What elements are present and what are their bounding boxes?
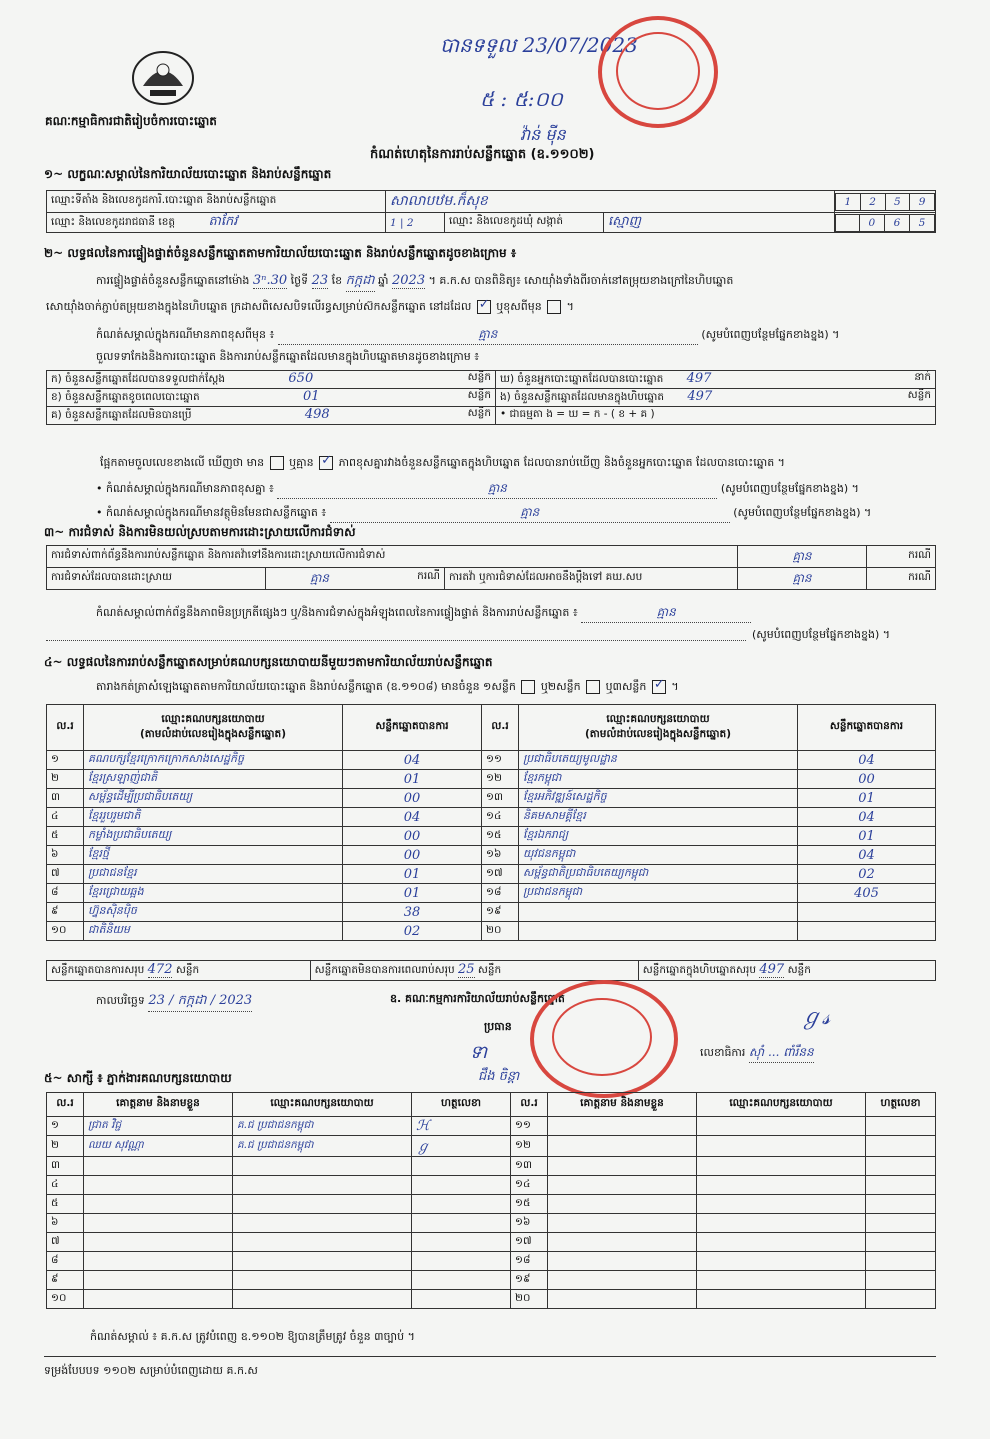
official-stamp-bottom xyxy=(530,980,678,1098)
party-votes: 01 xyxy=(798,789,936,808)
witness-name xyxy=(548,1233,697,1252)
party-number: ១៨ xyxy=(482,884,519,903)
witness-name xyxy=(548,1290,697,1309)
witness-signature: ℋ xyxy=(412,1117,511,1136)
location-code-digit: 1 xyxy=(836,193,861,210)
party-number: ២០ xyxy=(482,922,519,941)
witness-name xyxy=(84,1195,233,1214)
divider xyxy=(44,1356,936,1357)
party-number: ១៤ xyxy=(482,808,519,827)
witness-row xyxy=(47,1176,936,1195)
footnote: កំណត់សម្គាល់ ៖ គ.ក.ស ត្រូវបំពេញ ឧ.១១០២ ឱ្យបានត្រឹមត្រូវ ចំនួន ៣ច្បាប់ ។ xyxy=(90,1330,415,1343)
party-votes: 02 xyxy=(798,865,936,884)
results-row xyxy=(47,827,936,846)
results-row xyxy=(47,789,936,808)
one-sheet-checkbox[interactable] xyxy=(521,680,535,694)
witness-number: ១០ xyxy=(47,1290,84,1309)
witness-party: គ.ជ ប្រជាជនកម្ពុជា xyxy=(233,1117,412,1136)
section3-title: ៣~ ការជំទាស់ និងការមិនយល់ស្របតាមការដោះស្រាយលើការជំទាស់ xyxy=(44,525,356,539)
party-name: សម្ព័ន្ធជាតិប្រជាធិបតេយ្យកម្ពុជា xyxy=(519,865,798,884)
verification-month: កក្កដា xyxy=(346,272,375,292)
party-number: ៣ xyxy=(47,789,84,808)
witness-name xyxy=(84,1233,233,1252)
witness-number: ៣ xyxy=(47,1157,84,1176)
party-votes: 04 xyxy=(798,808,936,827)
witness-table: ល.រ គោត្តនាម និងនាមខ្លួន ឈ្មោះគណបក្សនយោបាយ ហត្ថលេខា ល.រ គោត្តនាម និងនាមខ្លួន ឈ្មោះគណបក្សនយោបាយ ហត្ថលេខា ១ ជ្រាត វិជ្ជ គ.ជ ប្រជាជនកម្ពុជា ℋ ១១ ២ ឈយ សុវណ្ណា គ.ជ ប្រជាជនកម្ពុជា ℊ ១២ ៣ ១៣ ៤ ១៤ ៥ ១៥ ៦ ១៦ ៧ ១៧ ៨ ១៨ ៩ ១៩ ១០ ២០ xyxy=(46,1092,936,1309)
form-title: កំណត់ហេតុនៃការរាប់សន្លឹកឆ្នោត (ឧ.១១០២) xyxy=(370,147,595,162)
witness-party xyxy=(233,1195,412,1214)
witness-party xyxy=(697,1290,866,1309)
note-difference: • កំណត់សម្គាល់ក្នុងករណីមានភាពខុសគ្នា ៖ គ្មាន (សូមបំពេញបន្ថែមផ្នែកខាងខ្នង) ។ xyxy=(96,480,859,499)
witness-number: ៦ xyxy=(47,1214,84,1233)
location-value: សាលាបឋម.ក៏សុខ xyxy=(386,191,835,213)
party-votes: 04 xyxy=(343,808,482,827)
results-row xyxy=(47,770,936,789)
nec-emblem-icon xyxy=(128,48,198,108)
witness-row xyxy=(47,1214,936,1233)
witness-party xyxy=(233,1233,412,1252)
party-votes: 00 xyxy=(343,827,482,846)
party-votes: 01 xyxy=(343,770,482,789)
objection-value: គ្មាន xyxy=(738,546,867,568)
secretary-line: លេខាធិការ ស៊ាំ ... ពាំរឹនន xyxy=(700,1044,814,1063)
witness-number: ១១ xyxy=(511,1117,548,1136)
witness-party xyxy=(697,1136,866,1157)
location-code-digit: 2 xyxy=(860,193,885,210)
committee-label: ឧ. គណៈកម្មការការិយាល័យរាប់សន្លឹកឆ្នោត xyxy=(390,992,565,1005)
witness-signature xyxy=(866,1214,936,1233)
party-number: ៧ xyxy=(47,865,84,884)
chair-signature: ទា xyxy=(470,1042,488,1063)
province-label: ឈ្មោះ និងលេខកូដរាជធានី ខេត្ត តាកែវ xyxy=(47,213,386,233)
witness-row xyxy=(47,1117,936,1136)
party-votes: 00 xyxy=(798,770,936,789)
verification-year: 2023 xyxy=(392,273,426,288)
irregularity-note-value: គ្មាន xyxy=(581,604,751,623)
party-name: កម្លាំងប្រជាធិបតេយ្យ xyxy=(84,827,343,846)
witness-name xyxy=(548,1136,697,1157)
witness-party xyxy=(233,1290,412,1309)
tally-sheet-count: តារាងកត់ត្រាសំឡេងឆ្នោតតាមការិយាល័យបោះឆ្នោត និងរាប់សន្លឹកឆ្នោត (ឧ.១១០៨) មានចំនួន ១សន្លឹក ឬ២សន្លឹក ឬ៣សន្លឹក ✓ ។ xyxy=(96,680,679,696)
verification-day: 23 xyxy=(311,273,329,288)
party-name: ខ្មែរឯករាជ្យ xyxy=(519,827,798,846)
party-votes: 04 xyxy=(798,846,936,865)
section4-title: ៤~ លទ្ធផលនៃការរាប់សន្លឹកឆ្នោតសម្រាប់គណបក្សនយោបាយនីមួយៗតាមការិយាល័យរាប់សន្លឹកឆ្នោត xyxy=(44,655,493,669)
witness-number: ៥ xyxy=(47,1195,84,1214)
witness-party xyxy=(233,1271,412,1290)
witness-party xyxy=(233,1214,412,1233)
party-name: យុវជនកម្ពុជា xyxy=(519,846,798,865)
party-name: ខ្មែរថ្មី xyxy=(84,846,343,865)
count-formula: ជាធម្មតា ង = ឃ = ក - ( ខ + គ ) xyxy=(509,408,655,420)
count-intro: ចួលទទាកែងនិងការបោះឆ្នោត និងការរាប់សន្លឹកឆ្នោតដែលមានក្នុងហិបឆ្នោតមានដូចខាងក្រោម ៖ xyxy=(96,350,480,363)
results-row xyxy=(47,903,936,922)
witness-name: ជ្រាត វិជ្ជ xyxy=(84,1117,233,1136)
witness-row xyxy=(47,1252,936,1271)
witness-number: ៤ xyxy=(47,1176,84,1195)
section1-table xyxy=(46,190,936,233)
witness-name xyxy=(84,1290,233,1309)
witness-party xyxy=(233,1157,412,1176)
province-code: 1 | 2 xyxy=(386,213,445,233)
note-foreign-object-value: គ្មាន xyxy=(330,504,730,523)
ballots-in-box: 497 xyxy=(687,389,713,404)
party-number: ១ xyxy=(47,751,84,770)
party-name: ហ្វ៊ុនស៊ិនប៉ិច xyxy=(84,903,343,922)
party-name: និគមសាមគ្គីខ្មែរ xyxy=(519,808,798,827)
witness-name xyxy=(548,1157,697,1176)
totals-row: សន្លឹកឆ្នោតបានការសរុប 472 សន្លឹក សន្លឹកឆ្នោតមិនបានការពេលរាប់សរុប 25 សន្លឹក សន្លឹកឆ្នោតក្នុងហិបឆ្នោតសរុប 497 សន្លឹក xyxy=(46,960,936,981)
party-votes: 38 xyxy=(343,903,482,922)
section3-table: ការជំទាស់ពាក់ព័ន្ធនឹងការរាប់សន្លឹកឆ្នោត និងការតវ៉ាទៅនឹងការដោះស្រាយលើការជំទាស់ គ្មាន ករណី ការជំទាស់ដែលបានដោះស្រាយ គ្មាន ករណី ការតវ៉ា ឬការជំទាស់ដែលអាចនឹងប្ដឹងទៅ គឃ.សប គ្មាន ករណី xyxy=(46,545,936,590)
party-name: ប្រជាជនកម្ពុជា xyxy=(519,884,798,903)
party-number: ៩ xyxy=(47,903,84,922)
witness-name xyxy=(548,1252,697,1271)
results-row xyxy=(47,884,936,903)
section2-title: ២~ លទ្ធផលនៃការផ្ទៀងផ្ទាត់ចំនួនសន្លឹកឆ្នោតតាមការិយាល័យបោះឆ្នោត និងរាប់សន្លឹកឆ្នោតដូចខាងក្រោម ៖ xyxy=(44,246,517,260)
party-name: ខ្មែរអភិវឌ្ឍន៍សេដ្ឋកិច្ច xyxy=(519,789,798,808)
appeal-label: ការតវ៉ា ឬការជំទាស់ដែលអាចនឹងប្ដឹងទៅ គឃ.សប xyxy=(445,568,738,590)
location-code-digit: 5 xyxy=(885,193,910,210)
commune-value: ស្មោញ xyxy=(604,213,835,233)
party-votes xyxy=(798,903,936,922)
witness-signature xyxy=(412,1157,511,1176)
chair-label: ប្រធាន xyxy=(484,1020,512,1033)
verification-time: 3ⁿ.30 xyxy=(252,273,288,288)
witness-signature xyxy=(866,1176,936,1195)
witness-party xyxy=(233,1252,412,1271)
ballots-received: 650 xyxy=(288,371,314,386)
results-row xyxy=(47,751,936,770)
witness-signature xyxy=(412,1290,511,1309)
witness-name xyxy=(548,1117,697,1136)
box-ballots-total: 497 xyxy=(759,962,785,977)
party-votes: 01 xyxy=(343,884,482,903)
voters-voted: 497 xyxy=(686,371,712,386)
party-name: ជាតិនិយម xyxy=(84,922,343,941)
witness-signature xyxy=(866,1290,936,1309)
chair-name: ជឹង ចិន្ដា xyxy=(478,1069,520,1084)
witness-name xyxy=(548,1176,697,1195)
witness-party xyxy=(697,1176,866,1195)
party-name: គណបក្សខ្មែរក្រោកក្រោកសាងសេដ្ឋកិច្ច xyxy=(84,751,343,770)
fill-note: (សូមបំពេញបន្ថែមផ្នែកខាងខ្នង) ។ xyxy=(752,628,891,641)
witness-signature xyxy=(866,1233,936,1252)
party-number: ៨ xyxy=(47,884,84,903)
ballots-spoiled: 01 xyxy=(303,389,320,404)
invalid-ballots-total: 25 xyxy=(457,962,475,977)
province-value: តាកែវ xyxy=(208,214,238,229)
witness-number: ២ xyxy=(47,1136,84,1157)
witness-number: ៩ xyxy=(47,1271,84,1290)
witness-name xyxy=(84,1157,233,1176)
commune-code-digit: 0 xyxy=(859,214,884,231)
witness-name xyxy=(84,1252,233,1271)
date-value: 23 / កក្កដា / 2023 xyxy=(148,992,252,1012)
party-name: ខ្មែររួបរួមជាតិ xyxy=(84,808,343,827)
objection-label: ការជំទាស់ពាក់ព័ន្ធនឹងការរាប់សន្លឹកឆ្នោត និងការតវ៉ាទៅនឹងការដោះស្រាយលើការជំទាស់ xyxy=(47,546,738,568)
party-number: ១០ xyxy=(47,922,84,941)
commune-label: ឈ្មោះ និងលេខកូដឃុំ សង្កាត់ xyxy=(445,213,604,233)
party-votes: 01 xyxy=(343,865,482,884)
changed-checkbox[interactable] xyxy=(547,300,561,314)
witness-signature xyxy=(866,1271,936,1290)
party-votes: 04 xyxy=(798,751,936,770)
witness-number: ១៨ xyxy=(511,1252,548,1271)
witness-signature xyxy=(412,1233,511,1252)
party-votes: 405 xyxy=(798,884,936,903)
witness-number: ៨ xyxy=(47,1252,84,1271)
resolved-label: ការជំទាស់ដែលបានដោះស្រាយ xyxy=(47,568,266,590)
witness-party: គ.ជ ប្រជាជនកម្ពុជា xyxy=(233,1136,412,1157)
ballots-unused: 498 xyxy=(304,407,330,422)
secretary-signature: ℊ𝓈 xyxy=(800,1005,831,1030)
witness-signature xyxy=(866,1157,936,1176)
party-name xyxy=(519,903,798,922)
two-sheet-checkbox[interactable] xyxy=(586,680,600,694)
witness-row xyxy=(47,1271,936,1290)
count-table: ក) ចំនួនសន្លឹកឆ្នោតដែលបានទទួលជាក់ស្ដែង 650 សន្លឹក ឃ) ចំនួនអ្នកបោះឆ្នោតដែលបានបោះឆ្នោត 497 នាក់ ខ) ចំនួនសន្លឹកឆ្នោតខូចពេលបោះឆ្នោត 01 សន្លឹក ង) ចំនួនសន្លឹកឆ្នោតដែលមានក្នុងហិបឆ្នោត 497 សន្លឹក គ) ចំនួនសន្លឹកឆ្នោតដែលមិនបានប្រើ 498 សន្លឹក • ជាធម្មតា ង = ឃ = ក - ( ខ + គ ) xyxy=(46,370,936,425)
witness-name xyxy=(84,1214,233,1233)
party-number: ៦ xyxy=(47,846,84,865)
received-signature: វ៉ាន់ ម៉ីន xyxy=(520,125,566,144)
location-label: ឈ្មោះទីតាំង និងលេខកូដការិ.បោះឆ្នោត និងរាប់សន្លឹកឆ្នោត xyxy=(47,191,386,213)
results-row xyxy=(47,922,936,941)
witness-name: ឈយ សុវណ្ណា xyxy=(84,1136,233,1157)
difference-line: ផ្អែកតាមចួលលេខខាងលើ ឃើញថា មាន ឬគ្មាន ✓ ភាពខុសគ្នារវាងចំនួនសន្លឹកឆ្នោតក្នុងហិបឆ្នោត ដែលបានរាប់ឃើញ និងចំនួនអ្នកបោះឆ្នោត ដែលបានបោះឆ្នោត ។ xyxy=(100,456,785,472)
party-number: ៤ xyxy=(47,808,84,827)
witness-signature xyxy=(866,1117,936,1136)
party-number: ២ xyxy=(47,770,84,789)
location-code-digit: 9 xyxy=(910,193,935,210)
party-name: ខ្មែរកម្ពុជា xyxy=(519,770,798,789)
party-number: ១២ xyxy=(482,770,519,789)
official-stamp-top xyxy=(598,16,718,128)
witness-name xyxy=(548,1214,697,1233)
party-number: ១៣ xyxy=(482,789,519,808)
witness-party xyxy=(697,1252,866,1271)
org-name: គណៈកម្មាធិការជាតិរៀបចំការបោះឆ្នោត xyxy=(45,114,217,128)
witness-name xyxy=(548,1271,697,1290)
date-line: កាលបរិច្ឆេទ 23 / កក្កដា / 2023 xyxy=(96,992,252,1012)
party-votes: 01 xyxy=(798,827,936,846)
valid-ballots-total: 472 xyxy=(147,962,173,977)
results-row xyxy=(47,808,936,827)
party-name: ខ្មែរជ្រោយឆ្អង xyxy=(84,884,343,903)
unchanged-checkbox[interactable] xyxy=(477,300,491,314)
party-name: ប្រជាជនខ្មែរ xyxy=(84,865,343,884)
received-time: ៥ : ៥:០០ xyxy=(480,87,563,111)
witness-name xyxy=(84,1176,233,1195)
received-note: បានទទួល 23/07/2023 xyxy=(440,33,638,57)
witness-party xyxy=(233,1176,412,1195)
witness-party xyxy=(697,1271,866,1290)
results-table: ល.រ ឈ្មោះគណបក្សនយោបាយ (តាមលំដាប់លេខរៀងក្នុងសន្លឹកឆ្នោត) សន្លឹកឆ្នោតបានការ ល.រ ឈ្មោះគណបក្សនយោបាយ (តាមលំដាប់លេខរៀងក្នុងសន្លឹកឆ្នោត) សន្លឹកឆ្នោតបានការ ១ គណបក្សខ្មែរក្រោកក្រោកសាងសេដ្ឋកិច្ច 04 ១១ ប្រជាធិបតេយ្យមូលដ្ឋាន 04 ២ ខ្មែរស្រឡាញ់ជាតិ 01 ១២ ខ្មែរកម្ពុជា 00 ៣ សម្ព័ន្ធដើម្បីប្រជាធិបតេយ្យ 00 ១៣ ខ្មែរអភិវឌ្ឍន៍សេដ្ឋកិច្ច 01 ៤ ខ្មែររួបរួមជាតិ 04 ១៤ និគមសាមគ្គីខ្មែរ 04 ៥ កម្លាំងប្រជាធិបតេយ្យ 00 ១៥ ខ្មែរឯករាជ្យ 01 ៦ ខ្មែរថ្មី 00 ១៦ យុវជនកម្ពុជា 04 ៧ ប្រជាជនខ្មែរ 01 ១៧ សម្ព័ន្ធជាតិប្រជាធិបតេយ្យកម្ពុជា 02 ៨ ខ្មែរជ្រោយឆ្អង 01 ១៨ ប្រជាជនកម្ពុជា 405 ៩ ហ្វ៊ុនស៊ិនប៉ិច 38 ១៩ ១០ ជាតិនិយម 02 ២០ xyxy=(46,704,936,941)
witness-number: ១៤ xyxy=(511,1176,548,1195)
witness-signature xyxy=(866,1252,936,1271)
witness-number: ២០ xyxy=(511,1290,548,1309)
verification-line1: ការផ្ទៀងផ្ទាត់ចំនួនសន្លឹកឆ្នោតនៅម៉ោង 3ⁿ.30 ថ្ងៃទី 23 ខែ កក្កដា ឆ្នាំ 2023 ។ គ.ក.ស បានពិនិត្យ៖ សោយ៉ាំងទាំងពីរចាក់នៅតម្រុយខាងក្រៅនៃហិបឆ្នោត xyxy=(96,272,733,292)
witness-row xyxy=(47,1233,936,1252)
party-name: ខ្មែរស្រឡាញ់ជាតិ xyxy=(84,770,343,789)
appeal-value: គ្មាន xyxy=(738,568,867,590)
verification-line2: សោយ៉ាំងចាក់ភ្ជាប់តម្រុយខាងក្នុងនៃហិបឆ្នោត ក្រដាសពិសេសបិទលើរន្ធសម្រាប់ស៊កសន្លឹកឆ្នោត នៅដដែល ✓ ឬខុសពីមុន ។ xyxy=(46,300,574,316)
section1-title: ១~ លក្ខណៈសម្គាល់នៃការិយាល័យបោះឆ្នោត និងរាប់សន្លឹកឆ្នោត xyxy=(44,167,332,181)
party-name xyxy=(519,922,798,941)
difference-note: កំណត់សម្គាល់ក្នុងករណីមានភាពខុសពីមុន ៖ គ្មាន (សូមបំពេញបន្ថែមផ្នែកខាងខ្នង) ។ xyxy=(96,326,839,345)
witness-party xyxy=(697,1214,866,1233)
three-sheet-checkbox[interactable] xyxy=(652,680,666,694)
witness-number: ១ xyxy=(47,1117,84,1136)
section5-title: ៥~ សាក្សី ៖ ភ្នាក់ងារគណបក្សនយោបាយ xyxy=(44,1071,232,1085)
party-number: ១១ xyxy=(482,751,519,770)
witness-row xyxy=(47,1290,936,1309)
party-number: ១៥ xyxy=(482,827,519,846)
results-row xyxy=(47,865,936,884)
witness-number: ១២ xyxy=(511,1136,548,1157)
difference-note-value: គ្មាន xyxy=(278,326,698,345)
witness-row xyxy=(47,1195,936,1214)
witness-number: ១៩ xyxy=(511,1271,548,1290)
witness-number: ១៣ xyxy=(511,1157,548,1176)
dotted-line xyxy=(46,628,746,641)
witness-party xyxy=(697,1195,866,1214)
party-name: សម្ព័ន្ធដើម្បីប្រជាធិបតេយ្យ xyxy=(84,789,343,808)
witness-signature xyxy=(412,1271,511,1290)
party-number: ១៧ xyxy=(482,865,519,884)
secretary-name: ស៊ាំ ... ពាំរឹនន xyxy=(749,1044,814,1063)
commune-code-digit: 6 xyxy=(884,214,909,231)
no-difference-checkbox[interactable] xyxy=(319,456,333,470)
commune-code-digit: 5 xyxy=(909,214,934,231)
witness-signature xyxy=(412,1176,511,1195)
party-number: ១៦ xyxy=(482,846,519,865)
witness-signature xyxy=(412,1214,511,1233)
witness-number: ១៧ xyxy=(511,1233,548,1252)
witness-signature xyxy=(866,1136,936,1157)
witness-name xyxy=(548,1195,697,1214)
witness-number: ១៦ xyxy=(511,1214,548,1233)
witness-row xyxy=(47,1157,936,1176)
witness-number: ៧ xyxy=(47,1233,84,1252)
party-votes: 02 xyxy=(343,922,482,941)
witness-party xyxy=(697,1117,866,1136)
witness-party xyxy=(697,1233,866,1252)
note-difference-value: គ្មាន xyxy=(277,480,717,499)
has-difference-checkbox[interactable] xyxy=(270,456,284,470)
witness-number: ១៥ xyxy=(511,1195,548,1214)
party-name: ប្រជាធិបតេយ្យមូលដ្ឋាន xyxy=(519,751,798,770)
party-votes xyxy=(798,922,936,941)
irregularity-note: កំណត់សម្គាល់ពាក់ព័ន្ធនឹងភាពមិនប្រក្រតីផ្សេងៗ ឬ/និងការជំទាស់ក្នុងអំឡុងពេលនៃការផ្ទៀងផ្ទាត់ និងការរាប់សន្លឹកឆ្នោត ៖ គ្មាន xyxy=(96,604,751,623)
party-votes: 04 xyxy=(343,751,482,770)
witness-party xyxy=(697,1157,866,1176)
witness-name xyxy=(84,1271,233,1290)
results-row xyxy=(47,846,936,865)
resolved-value: គ្មាន xyxy=(310,570,330,585)
party-votes: 00 xyxy=(343,846,482,865)
party-number: ៥ xyxy=(47,827,84,846)
witness-signature xyxy=(412,1252,511,1271)
party-votes: 00 xyxy=(343,789,482,808)
witness-signature xyxy=(412,1195,511,1214)
witness-signature xyxy=(866,1195,936,1214)
witness-signature: ℊ xyxy=(412,1136,511,1157)
form-note: ទម្រង់បែបបទ ១១០២ សម្រាប់បំពេញដោយ គ.ក.ស xyxy=(44,1364,258,1377)
witness-row xyxy=(47,1136,936,1157)
party-number: ១៩ xyxy=(482,903,519,922)
note-foreign-object: • កំណត់សម្គាល់ក្នុងករណីមានវត្ថុមិនមែនជាសន្លឹកឆ្នោត ៖ គ្មាន (សូមបំពេញបន្ថែមផ្នែកខាងខ្នង) ។ xyxy=(96,504,871,523)
